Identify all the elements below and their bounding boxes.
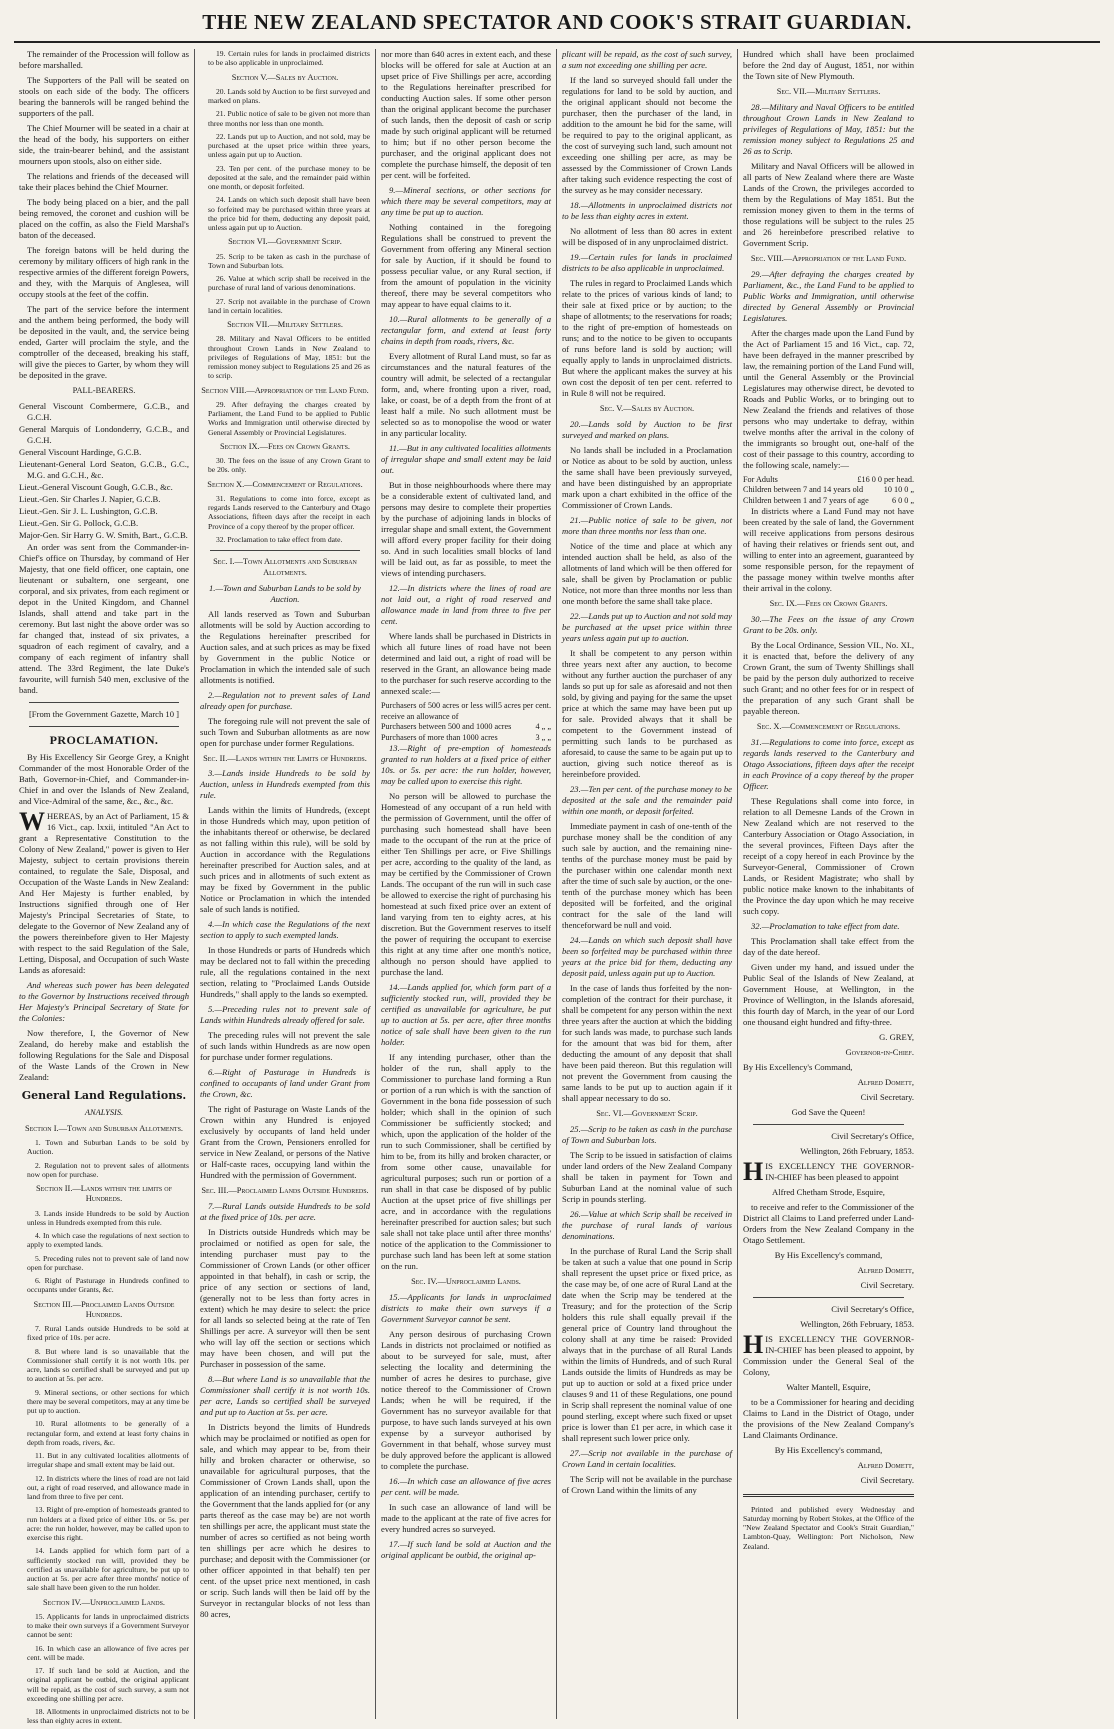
rule-heading: 29.—After defraying the charges created by Parliament, &c., the Land Fund to be applied to Public Works and Immigration, until otherwise directed by General Assembly or Provincial Legislatures. bbox=[743, 268, 914, 323]
paragraph: In the purchase of Rural Land the Scrip shall be taken at such a value that one pound in Scrip shall represent the upset price or fixed price, as the case may be, of one acre of Rural Land at the date when the Scrip may be tendered at the Treasury; and for the protection of the Scrip holders this rule shall equally prevail if the general price of Country land throughout the colony shall at any time be raised: Provided always that in the purchase of all Rural Lands within the limits of Hundreds, and of such Rural Lands outside the limits of Hundreds as may be put up to auction or sold at a fixed price under clauses 9 and 11 of these Regulations, one pound in Scrip shall represent the nominal value of one pound sterling, except where such fixed or upset price is lower than £1 per acre, in which case it shall represent such lower price only. bbox=[562, 1245, 732, 1443]
rule-heading: 24.—Lands on which such deposit shall have been so forfeited may be purchased within three years at the price bid for them, deducting any deposit paid, unless again put up to Auction. bbox=[562, 934, 732, 978]
paragraph: Hundred which shall have been proclaimed before the 2nd day of August, 1851, nor within the Town site of New Plymouth. bbox=[743, 49, 914, 81]
column-5 bbox=[738, 49, 919, 1719]
paragraph bbox=[743, 1156, 914, 1186]
command-line: By His Excellency's command, bbox=[774, 1444, 883, 1455]
paragraph: The Scrip to be issued in satisfaction of claims under land orders of the New Zealand Company shall be taken in payment for Town and Suburban Land at the nominal value of such Scrip in pounds sterling. bbox=[562, 1149, 732, 1204]
scale-value: 3 „ „ bbox=[535, 732, 551, 742]
general-land-regulations-heading: General Land Regulations. bbox=[21, 1089, 187, 1103]
paragraph: By the Local Ordinance, Session VII., No. XI., it is enacted that, before the delivery of any Crown Grant, the sum of Twenty Shillings shall be paid by the person duly authorized to receive such Grant; and no other fees for or in respect of the preparation of any such Grant shall be payable thereon. bbox=[743, 639, 914, 716]
rule-heading: 10.—Rural allotments to be generally of a rectangular form, and extend at least forty chains in depth from roads, rivers, &c. bbox=[381, 314, 551, 346]
paragraph: It shall be competent to any person within three years next after any auction, to become without any further auction the purchaser of any lands so put up for sale as aforesaid and not then sold, by giving and paying for the same the upset price at which the same may have been put up for sale. Provided always that it shall be competent to the Government instead of permitting such lands to be purchased as aforesaid, to cause the same to be again put up to auction, giving such notice thereof as is hereinbefore provided. bbox=[562, 647, 732, 779]
list-item: 3. Lands inside Hundreds to be sold by Auction unless in Hundreds exempted from this rule. bbox=[27, 1208, 189, 1227]
scale-label: Purchasers of more than 1000 acres bbox=[381, 732, 498, 742]
paragraph: Immediate payment in cash of one-tenth of the purchase money shall be the condition of any such sale by auction, and the remaining nine-tenths of the purchase money must be paid by the purchaser within one calendar month next after the time of such sale by auction, or the one-tenth of the purchase money which has been deposited will be forfeited, and the original contract for the sale of the land will thenceforward be null and void. bbox=[562, 820, 732, 930]
given-under-hand: Given under my hand, and issued under the Public Seal of the Islands of New Zealand, at Government House, at Wellington, in the Province of Wellington, in the Islands aforesaid, this fourth day of March, in the year of our Lord one thousand eight hundred and fifty-three. bbox=[743, 961, 914, 1027]
section-heading: Sec. IV.—Unproclaimed Lands. bbox=[411, 1277, 521, 1286]
list-item: 25. Scrip to be taken as cash in the purchase of Town and Suburban lots. bbox=[208, 251, 370, 270]
fee-value: 6 0 0 „ bbox=[891, 495, 914, 505]
paragraph: The Supporters of the Pall will be seated on stools on each side of the body. The officers bearing the bannerols will be ranged behind the supporters of the pall. bbox=[19, 75, 189, 118]
paragraph: Lands within the limits of Hundreds, (except in those Hundreds which may, upon petition of the inhabitants thereof or otherwise, be declared as not falling within this rule), will be sold by Auction in accordance with the Regulations hereinafter prescribed for Auction sales, and at such prices and in allotments of such extent as may be fixed by Government in the public Notice or Proclamation in which the intended sale of such lands is notified. bbox=[200, 805, 370, 915]
analysis-section: Section X.—Commencement of Regulations. bbox=[207, 479, 363, 489]
list-item: Major-Gen. Sir Harry G. W. Smith, Bart., G.C.B. bbox=[19, 529, 188, 540]
signature-domett: Alfred Domett, bbox=[857, 1264, 914, 1275]
paragraph: Every allotment of Rural Land must, so far as circumstances and the natural features of the country will admit, be selected of a rectangular form, and, where fronting upon a river, road, lake, or coast, be of a depth from the front of at least half a mile. No such allotment must be selected so as to monopolise the wood or water in any particular locality. bbox=[381, 351, 551, 438]
section-heading: Sec. X.—Commencement of Regulations. bbox=[756, 721, 901, 731]
section-heading: Sec. I.—Town Allotments and Suburban Allotments. bbox=[213, 557, 357, 577]
list-item: 27. Scrip not available in the purchase of Crown land in certain localities. bbox=[208, 296, 370, 315]
rule-heading: 32.—Proclamation to take effect from date. bbox=[751, 920, 900, 931]
analysis-section: Section VII.—Military Settlers. bbox=[227, 320, 343, 329]
paragraph: If the land so surveyed should fall under the regulations for land to be sold by auction, and the original applicant should not become the purchaser, then the purchaser of the land, in addition to the amount he bid for the same, will be required to pay to the original applicant, as the cost of surveying such land, such amount not exceeding one shilling per acre, as may be assessed by the Commissioner of Crown Lands after taking such evidence respecting the cost of the survey as he may consider necessary. bbox=[562, 75, 732, 195]
paragraph: nor more than 640 acres in extent each, and these blocks will be offered for sale at Auction at an upset price of Five Shillings per acre, according to the Regulations hereinafter prescribed for conducting Auction sales. If some other person than the original applicant become the purchaser of such lands, then the deposit of cash or scrip made by such original applicant will be returned to him; but if no other person become the purchaser, and the original applicant does not complete the purchase himself, the deposit of ten per cent. will be forfeited. bbox=[381, 49, 551, 180]
list-item: General Viscount Combermere, G.C.B., and G.C.H. bbox=[19, 400, 189, 422]
paragraph: Military and Naval Officers will be allowed in all parts of New Zealand where there are Waste Lands of the Crown, the privileges accorded to them by the Regulations of May 1851. But the remission money given to them in the terms of those regulations will be subject to the rules 25 and 26 hereinbefore prescribed relative to Government Scrip. bbox=[743, 160, 914, 248]
list-item: 6. Right of Pasturage in Hundreds confined to occupants under Grants, &c. bbox=[27, 1276, 189, 1295]
signature-title: Civil Secretary. bbox=[860, 1091, 914, 1102]
rule-heading: 19.—Certain rules for lands in proclaimed districts to be also applicable in unproclaimed. bbox=[562, 252, 732, 273]
fee-label: For Adults bbox=[743, 474, 778, 484]
list-item: 4. In which case the regulations of next section to apply to exempted lands. bbox=[27, 1231, 189, 1250]
paragraph: In the case of lands thus forfeited by the non-completion of the contract for their purchase, it shall be competent for any person within the next three years after the auction at which the bidding for such lands was made, to purchase such lands for the amount that was bid for them, after deducting the amount of any deposit that shall have been paid thereon. But this regulation will not prevent the Government from causing the same lands to be put up to auction again if it shall appear necessary to do so. bbox=[562, 982, 732, 1103]
list-item: 24. Lands on which such deposit shall have been so forfeited may be purchased within three years at the price bid for them, deducting any deposit paid, unless again put up to Auction. bbox=[208, 195, 370, 232]
rule-heading: 1.—Town and Suburban Lands to be sold by Auction. bbox=[208, 582, 361, 604]
paragraph: The part of the service before the interment and the anthem being performed, the body will be deposited in the vault, and, the service being ended, Garter will proclaim the style, and the comptroller of the deceased, breaking his staff, will give the pieces to Garter, by whom they will be deposited in the grave. bbox=[19, 304, 189, 380]
table-row bbox=[743, 485, 914, 496]
rule-heading: 2.—Regulation not to prevent sales of Land already open for purchase. bbox=[200, 689, 370, 711]
rule-heading: 12.—In districts where the lines of road are not laid out, a right of road reserved and allowance made in land from three to five per cent. bbox=[381, 583, 551, 626]
rule-heading: 31.—Regulations to come into force, except as regards lands reserved to the Canterbury and Otago Associations, fifteen days after the receipt in each Province of a copy thereof by the proper Officer. bbox=[743, 736, 914, 791]
paragraph: The foreign batons will be held during the ceremony by military officers of high rank in the respective armies of the different foreign Powers, and they, with the Marquis of Anglesea, will occupy stools at the feet of the coffin. bbox=[19, 245, 189, 299]
divider bbox=[753, 1124, 904, 1125]
list-item: 20. Lands sold by Auction to be first surveyed and marked on plans. bbox=[208, 86, 370, 105]
rule-heading: 26.—Value at which Scrip shall be received in the purchase of rural lands of various denominations. bbox=[562, 1208, 732, 1241]
notice-mantell bbox=[743, 1304, 914, 1486]
rule-heading: 11.—But in any cultivated localities allotments of irregular shape and small extent may be laid out. bbox=[381, 443, 551, 475]
fee-label: Children between 7 and 14 years old bbox=[743, 485, 864, 494]
table-row bbox=[381, 701, 551, 722]
paragraph: In Districts beyond the limits of Hundreds which may be proclaimed or notified as open for sale, and which may appear to be, from their hilly and broken character or otherwise, so unavailable for agricultural purposes, that the Commissioner of Crown Lands shall, upon the application of an intending purchaser, certify to the Government that the lands applied for (or any parts thereof as the case may be) are not worth ten shillings per acre, the applicant must state the number of acres so certified as not being worth ten shillings per acre which he desires to purchase; and deposit with the Commissioner (or other officer appointed in that behalf) ten per cent. of the upset price next mentioned, in cash or scrip. Such lands will then be laid off by the Surveyor in rectangular blocks of not less than 80 acres, bbox=[200, 1422, 370, 1619]
rule-heading: 7.—Rural Lands outside Hundreds to be sold at the fixed price of 10s. per acre. bbox=[200, 1201, 370, 1222]
rule-heading: 9.—Mineral sections, or other sections for which there may be several competitors, may at any time be put up to auction. bbox=[381, 185, 551, 217]
section-heading: Sec. VI.—Government Scrip. bbox=[596, 1108, 698, 1118]
rule-heading: 20.—Lands sold by Auction to be first surveyed and marked on plans. bbox=[562, 418, 732, 440]
list-item: 32. Proclamation to take effect from date. bbox=[216, 534, 343, 544]
paragraph: By His Excellency Sir George Grey, a Knight Commander of the most Honorable Order of the Bath, Governor-in-Chief, and Commander-in-Chief in and over the Islands of New Zealand, and Vice-Admiral of the same, &c., &c., &c. bbox=[19, 752, 189, 807]
columns bbox=[14, 49, 1100, 1726]
command-line: By His Excellency's command, bbox=[774, 1249, 883, 1260]
list-item: 28. Military and Naval Officers to be entitled throughout Crown Lands in New Zealand to privileges of Regulations of May, 1851: but the remission money subject to Regulations 25 and 26 as to scrip. bbox=[208, 334, 370, 381]
proclamation-heading: PROCLAMATION. bbox=[49, 732, 159, 747]
signature-title: Governor-in-Chief. bbox=[845, 1046, 914, 1057]
rule-heading: 16.—In which case an allowance of five acres per cent. will be made. bbox=[381, 1475, 551, 1497]
paragraph: Notice of the time and place at which any intended auction shall be held, as also of the allotments of land which will be then offered for sale, shall be given by Proclamation or public Notice, not more than three months nor less than one month before the same shall take place. bbox=[562, 540, 732, 606]
divider bbox=[210, 550, 360, 551]
fee-value: £16 0 0 per head. bbox=[857, 474, 914, 484]
whereas-text: HEREAS, by an Act of Parliament, 15 & 16 Vict., cap. lxxii, intituled "An Act to grant a Representative Constitution to the Colony of New Zealand," power is given to Her Majesty, subject to certain provisions therein contained, to regulate the Sale, Disposal, and Occupation of the Waste Lands in New Zealand: And Her Majesty is further enabled, by Instructions signified through one of Her Majesty's Principal Secretaries of State, to delegate to the Governor of New Zealand any of the powers thereinbefore given to Her Majesty with respect to the said Regulation of the Sale, Letting, Disposal, and Occupation of such Waste Lands as aforesaid: bbox=[19, 811, 189, 976]
list-item: 29. After defraying the charges created by Parliament, the Land Fund to be applied to Public Works and Immigration until otherwise directed by General Assembly or Provincial Legislatures. bbox=[208, 399, 370, 437]
rule-heading: 25.—Scrip to be taken as cash in the purchase of Town and Suburban lots. bbox=[562, 1123, 732, 1145]
list-item: 9. Mineral sections, or other sections for which there may be several competitors, may at any time be put up to auction. bbox=[27, 1387, 189, 1416]
paragraph: An order was sent from the Commander-in-Chief's office on Thursday, by command of Her Majesty, that one field officer, one captain, one lieutenant or subaltern, one sergeant, one corporal, and six privates, from each regiment or depot in the United Kingdom, and Channel Islands, shall attend and take part in the ceremony. But last night the above order was so far changed that, instead of six privates, a squadron of each regiment of cavalry, and a company of each regiment of infantry shall attend. The 33rd Regiment, the late Duke's favourite, will furnish 540 men, exclusive of the band. bbox=[19, 541, 189, 695]
divider bbox=[29, 726, 179, 727]
god-save-the-queen: God Save the Queen! bbox=[791, 1106, 866, 1117]
list-item: 14. Lands applied for which form part of a sufficiently stocked run will, provided they be certified as unavailable for agriculture, be put up to auction at 5s. per acre after three months' notice of sale shall have been given to the run holder. bbox=[27, 1546, 189, 1593]
list-item: 7. Rural Lands outside Hundreds to be sold at fixed price of 10s. per acre. bbox=[27, 1324, 189, 1343]
notice-office: Civil Secretary's Office, bbox=[831, 1303, 914, 1314]
paragraph: After the charges made upon the Land Fund by the Act of Parliament 15 and 16 Vict., cap. 72, have been defrayed in the manner prescribed by law, the remaining portion of the Land Fund will, until the General Assembly or the Provincial Legislatures may otherwise direct, be devoted to Roads and Public Works, or to bringing out to New Zealand the friends and relatives of those persons who may undertake to defray, within twelve months after the arrival in the colony of the immigrants so brought out, one-half of the cost of their passage to this country, according to the following scale, namely:— bbox=[743, 327, 914, 470]
list-item: 10. Rural allotments to be generally of a rectangular form, and extend at least forty chains in depth from roads, rivers, &c. bbox=[27, 1419, 189, 1447]
list-item: 16. In which case an allowance of five acres per cent. will be made. bbox=[27, 1643, 189, 1662]
column-4 bbox=[557, 49, 738, 1719]
gazette-source: [From the Government Gazette, March 10 ] bbox=[28, 708, 180, 719]
dropcap-h: H bbox=[743, 1329, 764, 1359]
column-2 bbox=[195, 49, 376, 1719]
rule-heading: 23.—Ten per cent. of the purchase money to be deposited at the sale and the remainder paid within one month, or deposit forfeited. bbox=[562, 783, 732, 816]
notice-strode bbox=[743, 1131, 914, 1291]
paragraph bbox=[19, 807, 189, 976]
analysis-section: Section VIII.—Appropriation of the Land Fund. bbox=[201, 385, 369, 395]
analysis-section: Section V.—Sales by Auction. bbox=[231, 72, 339, 82]
table-row bbox=[381, 722, 551, 733]
rule-heading: 27.—Scrip not available in the purchase of Crown Land in certain localities. bbox=[562, 1447, 732, 1469]
signature-title: Civil Secretary. bbox=[860, 1474, 914, 1485]
list-item: 17. If such land be sold at Auction, and the original applicant be outbid, the original applicant will be repaid, as the cost of such survey, a sum not exceeding one shilling per acre. bbox=[27, 1666, 189, 1703]
rule-heading: 6.—Right of Pasturage in Hundreds is confined to occupants of land under Grant from the Crown, &c. bbox=[200, 1067, 370, 1100]
paragraph: In those Hundreds or parts of Hundreds which may be declared not to fall within the preceding rule, all the regulations contained in the next section, relating to "Proclaimed Lands Outside Hundreds," shall apply to the lands so exempted. bbox=[200, 945, 370, 1000]
list-item: 22. Lands put up to Auction, and not sold, may be purchased at the upset price within three years, unless again put up to Auction. bbox=[208, 131, 370, 160]
rule-heading: 17.—If such land be sold at Auction and the original applicant be outbid, the original ap- bbox=[381, 1538, 551, 1560]
analysis-section: Section VI.—Government Scrip. bbox=[228, 237, 342, 247]
list-item: 30. The fees on the issue of any Crown Grant to be 20s. only. bbox=[208, 456, 370, 475]
notice-date: Wellington, 26th February, 1853. bbox=[800, 1318, 914, 1329]
list-item: 19. Certain rules for lands in proclaimed districts to be also applicable in unproclaimed. bbox=[208, 49, 370, 68]
list-item: 8. But where land is so unavailable that the Commissioner shall certify it is not worth 10s. per acre, lands so certified shall be surveyed and put up to auction at 5s. per acre. bbox=[27, 1346, 189, 1384]
rule-heading: 3.—Lands inside Hundreds to be sold by Auction, unless in Hundreds exempted from this rule. bbox=[200, 768, 370, 801]
dropcap-w: W bbox=[19, 807, 45, 837]
divider bbox=[753, 1297, 904, 1298]
paragraph: Any person desirous of purchasing Crown Lands in districts not proclaimed or notified as about to be surveyed for sale, must, after selecting the locality and determining the number of acres he desires to purchase, give notice thereof to the Commissioner of Crown Lands; when he will be required, if the Government has no surveyor available for that purpose, to have such lands surveyed at his own expense by a surveyor authorised by Government in that behalf, whose survey must be duly approved before the applicant is allowed to complete the purchase. bbox=[381, 1328, 551, 1471]
paragraph: to be a Commissioner for hearing and deciding Claims to Land in the District of Otago, under the provisions of the New Zealand Company's Land Claimants Ordinance. bbox=[743, 1396, 914, 1440]
paragraph: The Chief Mourner will be seated in a chair at the head of the body, his supporters on either side, the train-bearer behind, and the assistant mourners upon stools, also on either side. bbox=[19, 123, 189, 166]
paragraph: The Scrip will not be available in the purchase of Crown Land within the limits of any bbox=[562, 1473, 732, 1495]
rule-heading: plicant will be repaid, as the cost of such survey, a sum not exceeding one shilling per acre. bbox=[562, 49, 732, 70]
table-row bbox=[381, 733, 551, 744]
table-row bbox=[743, 475, 914, 486]
analysis-section: Section I.—Town and Suburban Allotments. bbox=[24, 1123, 184, 1133]
scale-label: Purchasers of 500 acres or less will receive an allowance of bbox=[381, 701, 498, 721]
list-item: Lieut.-Gen. Sir J. L. Lushington, G.C.B. bbox=[19, 505, 158, 516]
passage-fee-table bbox=[743, 475, 914, 507]
section-heading: Sec. III.—Proclaimed Lands Outside Hundreds. bbox=[201, 1186, 369, 1196]
dropcap-h: H bbox=[743, 1156, 764, 1186]
appointee-name: Alfred Chetham Strode, Esquire, bbox=[772, 1186, 885, 1197]
command-line: By His Excellency's Command, bbox=[743, 1061, 853, 1072]
paragraph: And whereas such power has been delegated to the Governor by Instructions received through Her Majesty's Principal Secretary of State for the Colonies: bbox=[19, 980, 189, 1024]
paragraph: These Regulations shall come into force, in relation to all Demesne Lands of the Crown in New Zealand which are not reserved to the Canterbury Association or Otago Association, in the several provinces, Fifteen Days after the receipt of a copy hereof in each Province by the Surveyor-General, Commissioner of Crown Lands, or Resident Magistrate; who shall by public notice make known to the inhabitants of the Province the day upon which he may receive such copy. bbox=[743, 795, 914, 916]
paragraph: The right of Pasturage on Waste Lands of the Crown within any Hundred is enjoyed exclusively by occupants of land held under Grant from the Crown, Pensioners enrolled for service in New Zealand, or persons of the Native or Half-caste races, occupying land within the Hundred with the permission of Government. bbox=[200, 1104, 370, 1181]
rule-heading: 14.—Lands applied for, which form part of a sufficiently stocked run, will, provided they be certified as unavailable for agriculture, be put up to auction at 5s. per acre, after three months notice of sale shall have been given to the run holder. bbox=[381, 982, 551, 1047]
paragraph bbox=[743, 1329, 914, 1378]
fee-value: 10 10 0 „ bbox=[883, 485, 914, 494]
analysis-section: Section III.—Proclaimed Lands Outside Hundreds. bbox=[33, 1299, 175, 1319]
paragraph: Nothing contained in the foregoing Regulations shall be construed to prevent the Government from offering any Mineral section for sale by Auction, if it should be found to possess peculiar value, or any Rural section, if from the amount of population in the vicinity thereof, there may be several competitors who may appear to have equal claims to it. bbox=[381, 222, 551, 309]
list-item: Lieut.-General Viscount Gough, G.C.B., &c. bbox=[19, 481, 173, 492]
paragraph: The rules in regard to Proclaimed Lands which relate to the prices of various kinds of land; to their sale at fixed price or by auction; to the shape of allotments; to the reservations for roads; to the right of pre-emption of homesteads on runs; and to the notice to be given to occupants of runs before land is sold by auction; will equally apply to lands in unproclaimed districts. But where the applicant makes the survey at his own cost the deposit of ten per cent. referred to in Rule 8 will not be required. bbox=[562, 278, 732, 398]
notice-office: Civil Secretary's Office, bbox=[831, 1130, 914, 1141]
analysis-section: Section II.—Lands within the limits of Hundreds. bbox=[36, 1184, 172, 1204]
divider bbox=[29, 702, 179, 703]
notice-text: IS EXCELLENCY THE GOVERNOR-IN-CHIEF has been pleased to appoint, by Commission under the General Seal of the Colony, bbox=[743, 1333, 914, 1377]
section-heading: Sec. VII.—Military Settlers. bbox=[776, 87, 881, 96]
analysis-section: Section IV.—Unproclaimed Lands. bbox=[43, 1597, 165, 1607]
paragraph: All lands reserved as Town and Suburban allotments will be sold by Auction according to the Regulations hereinafter prescribed for Auction sales, and at such prices as may be fixed by Government in the public Notice or Proclamation in which the intended sale of such allotments is notified. bbox=[200, 608, 370, 685]
rule-heading: 18.—Allotments in unproclaimed districts not to be less than eighty acres in extent. bbox=[562, 200, 732, 221]
paragraph: But in those neighbourhoods where there may be a considerable extent of cultivated land, and persons may desire to complete their properties by the purchase of adjoining lands in blocks of irregular shape and small extent, the Government will afford every proper facility for their doing so. And in such localities small blocks of land will be laid out, as far as possible, to meet the views of intending purchasers. bbox=[381, 480, 551, 578]
list-item: 12. In districts where the lines of road are not laid out, a right of road reserved, and allowance made in land from three to five per cent. bbox=[27, 1473, 189, 1502]
paragraph: No person will be allowed to purchase the Homestead of any occupant of a run held with the permission of Government, until the offer of purchasing such homestead shall have been made to the occupant of the run at the price of either Ten Shillings per acre, or Five Shillings per acre, according to the quality of the land, as may be certified by the Commissioner of Crown Lands. The occupant of the run will in such case be allowed to exercise the right of purchasing his homestead at such fixed price over an extent of land varying from ten to eighty acres, at his discretion. But the Government reserves to itself the power of requiring the occupant to exercise this right at any time after one month's notice, although no person should have applied to purchase the land. bbox=[381, 791, 551, 977]
printer-imprint: Printed and published every Wednesday and Saturday morning by Robert Stokes, at the Office of the "New Zealand Spectator and Cook's Strait Guardian," Lambton-Quay, Wellington: Port Nicholson, New Zealand. bbox=[743, 1504, 914, 1551]
paragraph: This Proclamation shall take effect from the day of the date hereof. bbox=[743, 935, 914, 957]
rule-heading: 15.—Applicants for lands in unproclaimed districts to make their own surveys if a Government Surveyor cannot be sent. bbox=[381, 1291, 551, 1324]
paragraph: The relations and friends of the deceased will take their places behind the Chief Mourner. bbox=[19, 171, 189, 192]
paragraph: No lands shall be included in a Proclamation or Notice as about to be sold by auction, unless the same shall have been previously surveyed, and have been distinguished by an appropriate mark upon a chart exhibited in the office of the Commissioner of Crown Lands. bbox=[562, 444, 732, 510]
pall-bearers-heading: PALL-BEARERS. bbox=[72, 386, 136, 395]
analysis-section: Section IX.—Fees on Crown Grants. bbox=[219, 441, 351, 451]
paragraph: The preceding rules will not prevent the sale of such lands within Hundreds as are now open for purchase under former regulations. bbox=[200, 1030, 370, 1063]
rule-heading: 21.—Public notice of sale to be given, not more than three months nor less than one. bbox=[562, 514, 732, 536]
list-item: Lieut.-Gen. Sir G. Pollock, G.C.B. bbox=[19, 517, 139, 528]
paragraph: The remainder of the Procession will follow as before marshalled. bbox=[19, 49, 189, 70]
scale-label: Purchasers between 500 and 1000 acres bbox=[381, 722, 512, 731]
paragraph: to receive and refer to the Commissioner of the District all Claims to Land preferred under Land-Orders from the New Zealand Company in the Otago Settlement. bbox=[743, 1201, 914, 1245]
paragraph: No allotment of less than 80 acres in extent will be disposed of in any unproclaimed district. bbox=[562, 226, 732, 247]
analysis-list bbox=[19, 1124, 189, 1726]
paragraph: In districts where a Land Fund may not have been created by the sale of land, the Government will receive applications from persons desirous of having their relatives or friends sent out, and willing to enter into an agreement, guaranteed by some responsible person, for the repayment of the passage money within twelve months after their arrival in the colony. bbox=[743, 506, 914, 593]
paragraph: The body being placed on a bier, and the pall being removed, the coronet and cushion will be placed on the coffin, as also the Field Marshal's baton of the deceased. bbox=[19, 197, 189, 240]
analysis-heading: ANALYSIS. bbox=[84, 1108, 124, 1118]
rule-heading: 5.—Preceding rules not to prevent sale of Lands within Hundreds already offered for sale. bbox=[200, 1004, 370, 1026]
list-item: Lieutenant-General Lord Seaton, G.C.B., G.C., M.G. and G.C.H., &c. bbox=[19, 458, 189, 480]
section-heading: Sec. IX.—Fees on Crown Grants. bbox=[769, 599, 888, 608]
appointee-name: Walter Mantell, Esquire, bbox=[786, 1381, 871, 1392]
scale-value: 5 acres per cent. bbox=[497, 701, 551, 710]
list-item: Lieut.-Gen. Sir Charles J. Napier, G.C.B. bbox=[19, 493, 161, 504]
masthead: THE NEW ZEALAND SPECTATOR AND COOK'S STRAIT GUARDIAN. bbox=[14, 8, 1100, 43]
table-row bbox=[743, 496, 914, 507]
rule-heading: 13.—Right of pre-emption of homesteads granted to run holders at a fixed price of either 10s. or 5s. per acre: the run holder, however, may be called upon to exercise this right. bbox=[381, 743, 551, 786]
list-item: 21. Public notice of sale to be given not more than three months nor less than one month. bbox=[208, 109, 370, 128]
section-heading: Sec. V.—Sales by Auction. bbox=[599, 404, 695, 413]
list-item: 18. Allotments in unproclaimed districts not to be less than eighty acres in extent. bbox=[27, 1707, 189, 1726]
list-item: 26. Value at which scrip shall be received in the purchase of rural land of various denominations. bbox=[208, 274, 370, 293]
rule-heading: 30.—The Fees on the issue of any Crown Grant to be 20s. only. bbox=[743, 613, 914, 635]
list-item: 15. Applicants for lands in unproclaimed districts to make their own surveys if a Government Surveyor cannot be sent: bbox=[27, 1611, 189, 1640]
notice-text: IS EXCELLENCY THE GOVERNOR-IN-CHIEF has been pleased to appoint bbox=[765, 1160, 914, 1182]
rule-heading: 8.—But where Land is so unavailable that the Commissioner shall certify it is not worth 10s. per acre, Lands so certified shall be surveyed and put up to Auction at 5s. per acre. bbox=[200, 1374, 370, 1417]
paragraph: In such case an allowance of land will be made to the applicant at the rate of five acres for every hundred acres so surveyed. bbox=[381, 1501, 551, 1534]
fee-label: Children between 1 and 7 years of age bbox=[743, 495, 869, 505]
paragraph: If any intending purchaser, other than the holder of the run, shall apply to the Commissioner to purchase land forming a Run or portion of a run which is with the sanction of Government in the bona fide possession of such holder; which shall in the opinion of such Commissioner be sufficiently stocked; and which, upon the application of the holder of the run to such Commissioner, shall be certified by him to be, from its hilly and broken character, or from some other cause, unavailable for agricultural purposes; such run or portion of a run shall in that case be disposed of by public Auction at the upset price of five shillings per acre, and in accordance with the regulations hereinafter prescribed for auction sales; but such sale shall not take place until after three months' notice of the application to the Commissioner to purchase such land has been left at some station on the run. bbox=[381, 1052, 551, 1271]
list-item: 31. Regulations to come into force, except as regards Lands reserved to the Canterbury and Otago Associations, fifteen days after the receipt in each Province of a copy thereof by the proper officer. bbox=[208, 493, 370, 531]
list-item: General Marquis of Londonderry, G.C.B., and G.C.H. bbox=[19, 423, 189, 445]
list-item: 23. Ten per cent. of the purchase money to be deposited at the sale, and the remainder paid within one month, or deposit forfeited. bbox=[208, 163, 370, 191]
paragraph: The foregoing rule will not prevent the sale of such Town and Suburban allotments as are now open for purchase under former Regulations. bbox=[200, 715, 370, 748]
paragraph: In Districts outside Hundreds which may be proclaimed or notified as open for sale, the intending purchaser must pay to the Commissioner of Crown Lands (or other officer appointed in that behalf), in cash or scrip, the price of any section or sections of land, (generally not to be less than forty acres in extent) which he may desire to select: the price for all lands so selected being at the rate of Ten Shillings per acre. A surveyor will then be sent who will lay off the section or sections which may have been chosen, and will put the Purchaser in possession of the same. bbox=[200, 1227, 370, 1369]
list-item: 5. Preceding rules not to prevent sale of land now open for purchase. bbox=[27, 1253, 189, 1272]
list-item: General Viscount Hardinge, G.C.B. bbox=[19, 446, 142, 457]
list-item: 13. Right of pre-emption of homesteads granted to run holders at a fixed price of either 10s. or 5s. per acre: the run holder, however, may be called upon to exercise this right. bbox=[27, 1505, 189, 1543]
analysis-list-continued bbox=[200, 49, 370, 544]
rule-heading: 22.—Lands put up to Auction and not sold may be purchased at the upset price within three years unless again put up to auction. bbox=[562, 610, 732, 643]
scale-value: 4 „ „ bbox=[535, 722, 551, 731]
notice-date: Wellington, 26th February, 1853. bbox=[800, 1145, 914, 1156]
paragraph: Now therefore, I, the Governor of New Zealand, do hereby make and establish the following Regulations for the Sale and Disposal of the Waste Lands of the Crown in New Zealand: bbox=[19, 1028, 189, 1083]
signature-title: Civil Secretary. bbox=[860, 1279, 914, 1290]
column-3 bbox=[376, 49, 557, 1719]
rule-heading: 28.—Military and Naval Officers to be entitled throughout Crown Lands in New Zealand to privileges of Regulations of May, 1851: but the remission money subject to Regulations 25 and 26 as to Scrip. bbox=[743, 101, 914, 156]
rule-heading: 4.—In which case the Regulations of the next section to apply to such exempted lands. bbox=[200, 919, 370, 941]
divider bbox=[743, 1494, 914, 1497]
list-item: 1. Town and Suburban Lands to be sold by Auction. bbox=[27, 1138, 189, 1157]
list-item: 11. But in any cultivated localities allotments of irregular shape and small extent may be laid out. bbox=[27, 1451, 189, 1470]
signature-domett: Alfred Domett, bbox=[857, 1076, 914, 1087]
list-item: 2. Regulation not to prevent sales of allotments now open for purchase. bbox=[27, 1160, 189, 1179]
column-1 bbox=[14, 49, 195, 1726]
paragraph: Where lands shall be purchased in Districts in which all future lines of road have not been determined and laid out, a right of road will be reserved in the Grant, an allowance being made to the purchaser for such reserve according to the annexed scale:— bbox=[381, 631, 551, 696]
pall-bearers-list bbox=[19, 401, 189, 541]
section-heading: Sec. II.—Lands within the Limits of Hundreds. bbox=[203, 753, 367, 763]
signature-domett: Alfred Domett, bbox=[857, 1459, 914, 1470]
section-heading: Sec. VIII.—Appropriation of the Land Fund. bbox=[750, 253, 907, 263]
signature-grey: G. GREY, bbox=[879, 1031, 914, 1042]
road-allowance-scale bbox=[381, 701, 551, 743]
